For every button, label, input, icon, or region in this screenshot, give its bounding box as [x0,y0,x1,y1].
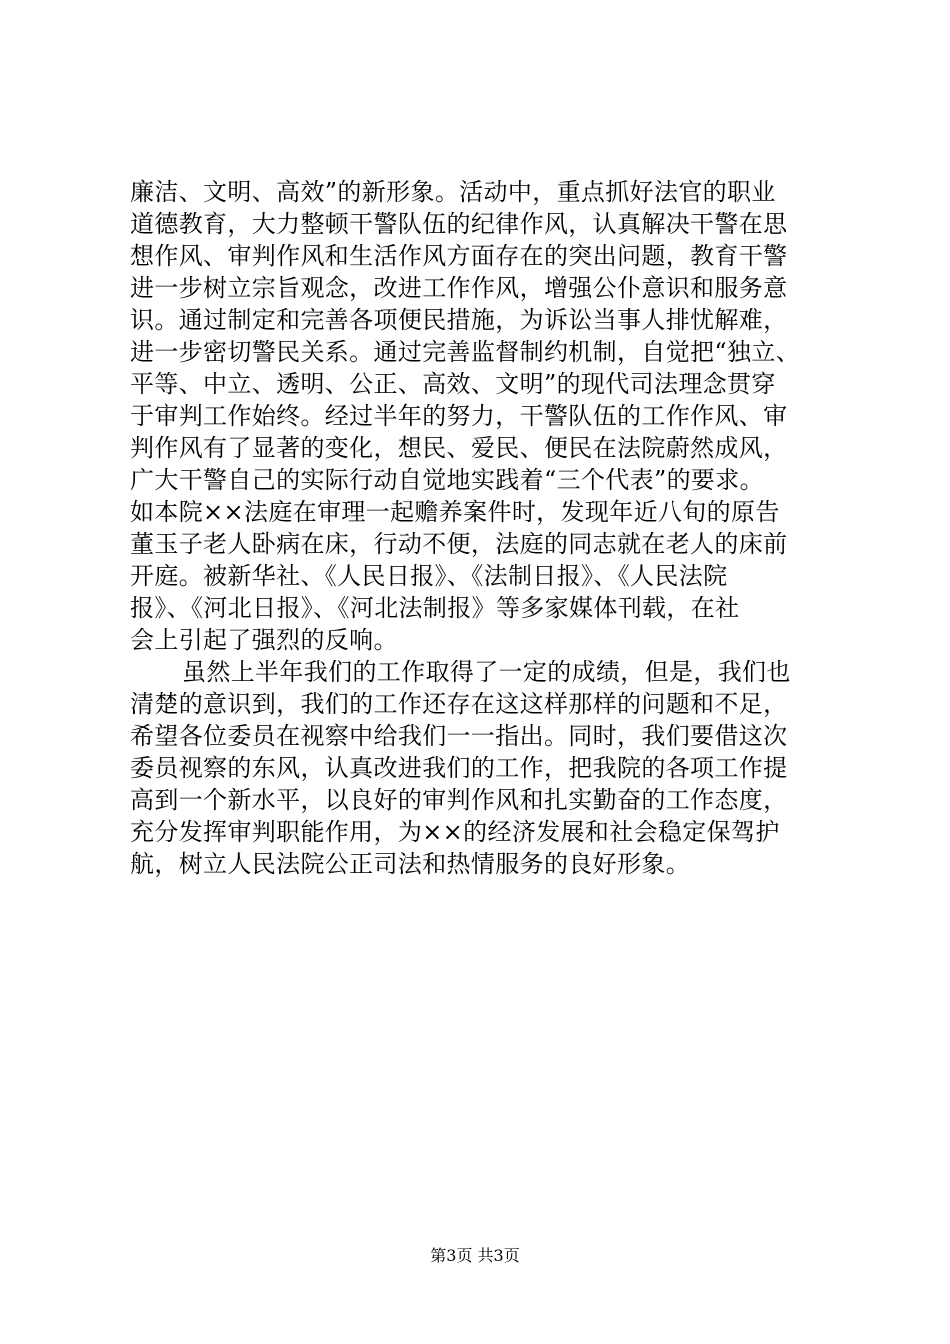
page-footer [0,1246,950,1266]
text-line: 识。通过制定和完善各项便民措施，为诉讼当事人排忧解难， [130,306,788,334]
text-line: 平等、中立、透明、公正、高效、文明”的现代司法理念贯穿 [130,370,776,398]
text-line: 希望各位委员在视察中给我们一一指出。同时，我们要借这次 [130,722,788,750]
text-line: 清楚的意识到，我们的工作还存在这这样那样的问题和不足， [130,690,788,718]
text-line: 想作风、审判作风和生活作风方面存在的突出问题，教育干警 [130,242,788,270]
text-line: 航，树立人民法院公正司法和热情服务的良好形象。 [130,850,691,878]
text-line: 高到一个新水平，以良好的审判作风和扎实勤奋的工作态度， [130,786,788,814]
text-line: 廉洁、文明、高效”的新形象。活动中，重点抓好法官的职业 [130,178,776,206]
text-line: 广大干警自己的实际行动自觉地实践着“三个代表”的要求。 [130,466,764,494]
text-line: 判作风有了显著的变化，想民、爱民、便民在法院蔚然成风， [130,434,788,462]
text-line: 进一步密切警民关系。通过完善监督制约机制，自觉把“独立、 [130,338,801,366]
text-line: 于审判工作始终。经过半年的努力，干警队伍的工作作风、审 [130,402,788,430]
paragraph-first-line: 虽然上半年我们的工作取得了一定的成绩，但是，我们也 [182,658,791,686]
text-line: 会上引起了强烈的反响。 [130,626,398,654]
text-line: 道德教育，大力整顿干警队伍的纪律作风，认真解决干警在思 [130,210,788,238]
body-text [130,176,830,880]
text-line: 董玉子老人卧病在床，行动不便，法庭的同志就在老人的床前 [130,530,788,558]
page-indicator: 第3页 共3页 [430,1246,520,1265]
text-line: 如本院××法庭在审理一起赡养案件时，发现年近八旬的原告 [130,498,780,526]
text-line: 充分发挥审判职能作用，为××的经济发展和社会稳定保驾护 [130,818,780,846]
text-line: 委员视察的东风，认真改进我们的工作，把我院的各项工作提 [130,754,788,782]
text-line: 进一步树立宗旨观念，改进工作作风，增强公仆意识和服务意 [130,274,788,302]
text-line: 报》、《河北日报》、《河北法制报》等多家媒体刊载，在社 [130,594,740,622]
text-line: 开庭。被新华社、《人民日报》、《法制日报》、《人民法院 [130,562,728,590]
